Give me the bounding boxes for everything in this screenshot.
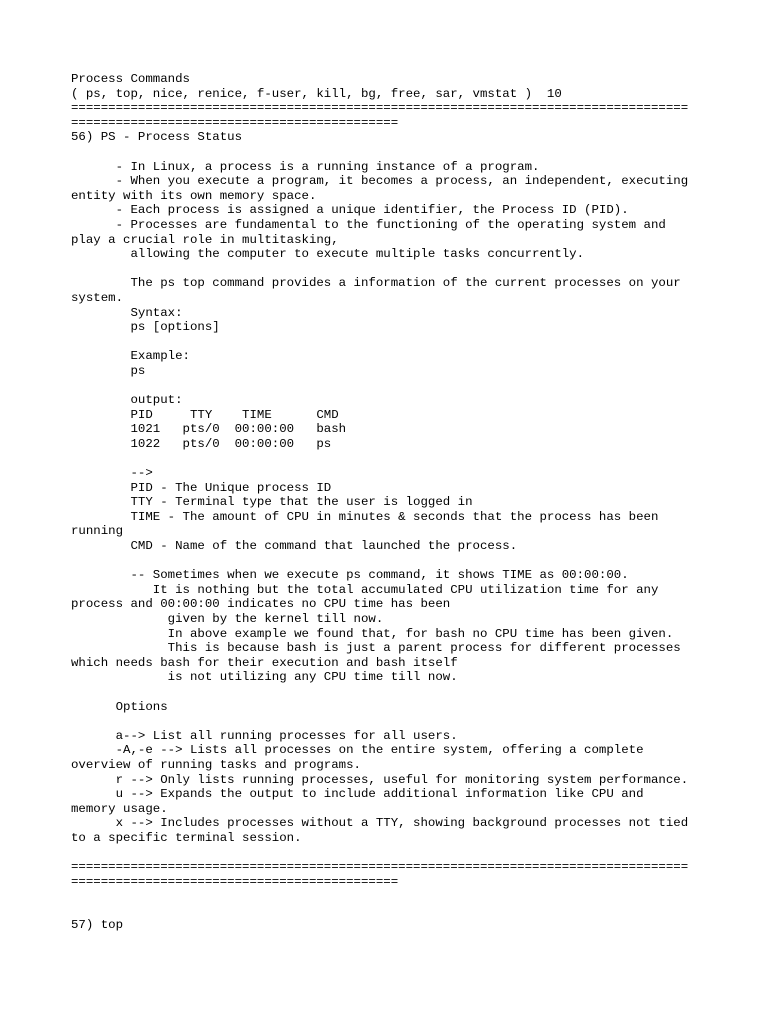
output-table-row: 1021 pts/0 00:00:00 bash bbox=[71, 422, 347, 437]
text-line bbox=[71, 714, 711, 729]
option-item: -A,-e --> Lists all processes on the entire system, offering a complete bbox=[71, 743, 644, 758]
text-line: -- Sometimes when we execute ps command, it shows TIME as 00:00:00. bbox=[71, 568, 629, 583]
text-line bbox=[71, 904, 711, 919]
text-line: This is because bash is just a parent process for different processes bbox=[71, 641, 681, 656]
text-line: The ps top command provides a information of the current processes on your bbox=[71, 276, 681, 291]
options-heading: Options bbox=[71, 699, 168, 714]
document-text bbox=[71, 72, 711, 933]
separator-line: ============================================ bbox=[71, 115, 399, 130]
text-line: is not utilizing any CPU time till now. bbox=[71, 670, 458, 685]
text-line bbox=[71, 685, 711, 700]
text-line: PID - The Unique process ID bbox=[71, 480, 332, 495]
command-list: ( ps, top, nice, renice, f-user, kill, bg, free, sar, vmstat ) 10 bbox=[71, 86, 562, 101]
text-line: entity with its own memory space. bbox=[71, 188, 317, 203]
text-line bbox=[71, 145, 711, 160]
text-line: - Each process is assigned a unique identifier, the Process ID (PID). bbox=[71, 203, 629, 218]
text-line bbox=[71, 554, 711, 569]
text-line: --> bbox=[71, 466, 153, 481]
text-line: - When you execute a program, it becomes a process, an independent, executing bbox=[71, 174, 689, 189]
text-line: memory usage. bbox=[71, 801, 168, 816]
text-line: overview of running tasks and programs. bbox=[71, 757, 361, 772]
syntax-code: ps [options] bbox=[71, 320, 220, 335]
option-item: r --> Only lists running processes, useful for monitoring system performance. bbox=[71, 772, 689, 787]
separator-line: ============================================ bbox=[71, 874, 399, 889]
output-table-row: 1022 pts/0 00:00:00 ps bbox=[71, 436, 332, 451]
text-line: process and 00:00:00 indicates no CPU time has been bbox=[71, 597, 451, 612]
text-line: In above example we found that, for bash no CPU time has been given. bbox=[71, 626, 674, 641]
text-line: TIME - The amount of CPU in minutes & seconds that the process has been bbox=[71, 509, 659, 524]
separator-line: =================================================================================== bbox=[71, 101, 689, 116]
text-line: - Processes are fundamental to the functioning of the operating system and bbox=[71, 217, 666, 232]
output-table-header: PID TTY TIME CMD bbox=[71, 407, 339, 422]
text-line: running bbox=[71, 524, 124, 539]
text-line: TTY - Terminal type that the user is logged in bbox=[71, 495, 473, 510]
section-heading-ps: 56) PS - Process Status bbox=[71, 130, 243, 145]
output-label: output: bbox=[71, 393, 183, 408]
option-item: x --> Includes processes without a TTY, showing background processes not tied bbox=[71, 816, 689, 831]
example-label: Example: bbox=[71, 349, 190, 364]
text-line: which needs bash for their execution and bash itself bbox=[71, 655, 458, 670]
syntax-label: Syntax: bbox=[71, 305, 183, 320]
text-line bbox=[71, 335, 711, 350]
text-line: system. bbox=[71, 290, 124, 305]
example-code: ps bbox=[71, 363, 146, 378]
option-item: a--> List all running processes for all users. bbox=[71, 728, 458, 743]
text-line bbox=[71, 378, 711, 393]
option-item: u --> Expands the output to include additional information like CPU and bbox=[71, 787, 644, 802]
text-line: allowing the computer to execute multiple tasks concurrently. bbox=[71, 247, 585, 262]
text-line: - In Linux, a process is a running instance of a program. bbox=[71, 159, 540, 174]
text-line: CMD - Name of the command that launched the process. bbox=[71, 539, 518, 553]
separator-line: =================================================================================== bbox=[71, 860, 689, 875]
text-line bbox=[71, 845, 711, 860]
text-line: to a specific terminal session. bbox=[71, 830, 302, 845]
text-line: It is nothing but the total accumulated CPU utilization time for any bbox=[71, 582, 659, 597]
text-line: play a crucial role in multitasking, bbox=[71, 232, 339, 247]
section-heading-top: 57) top bbox=[71, 918, 124, 933]
doc-title: Process Commands bbox=[71, 72, 190, 86]
text-line: given by the kernel till now. bbox=[71, 611, 384, 626]
text-line bbox=[71, 889, 711, 904]
text-line bbox=[71, 262, 711, 277]
text-line bbox=[71, 451, 711, 466]
